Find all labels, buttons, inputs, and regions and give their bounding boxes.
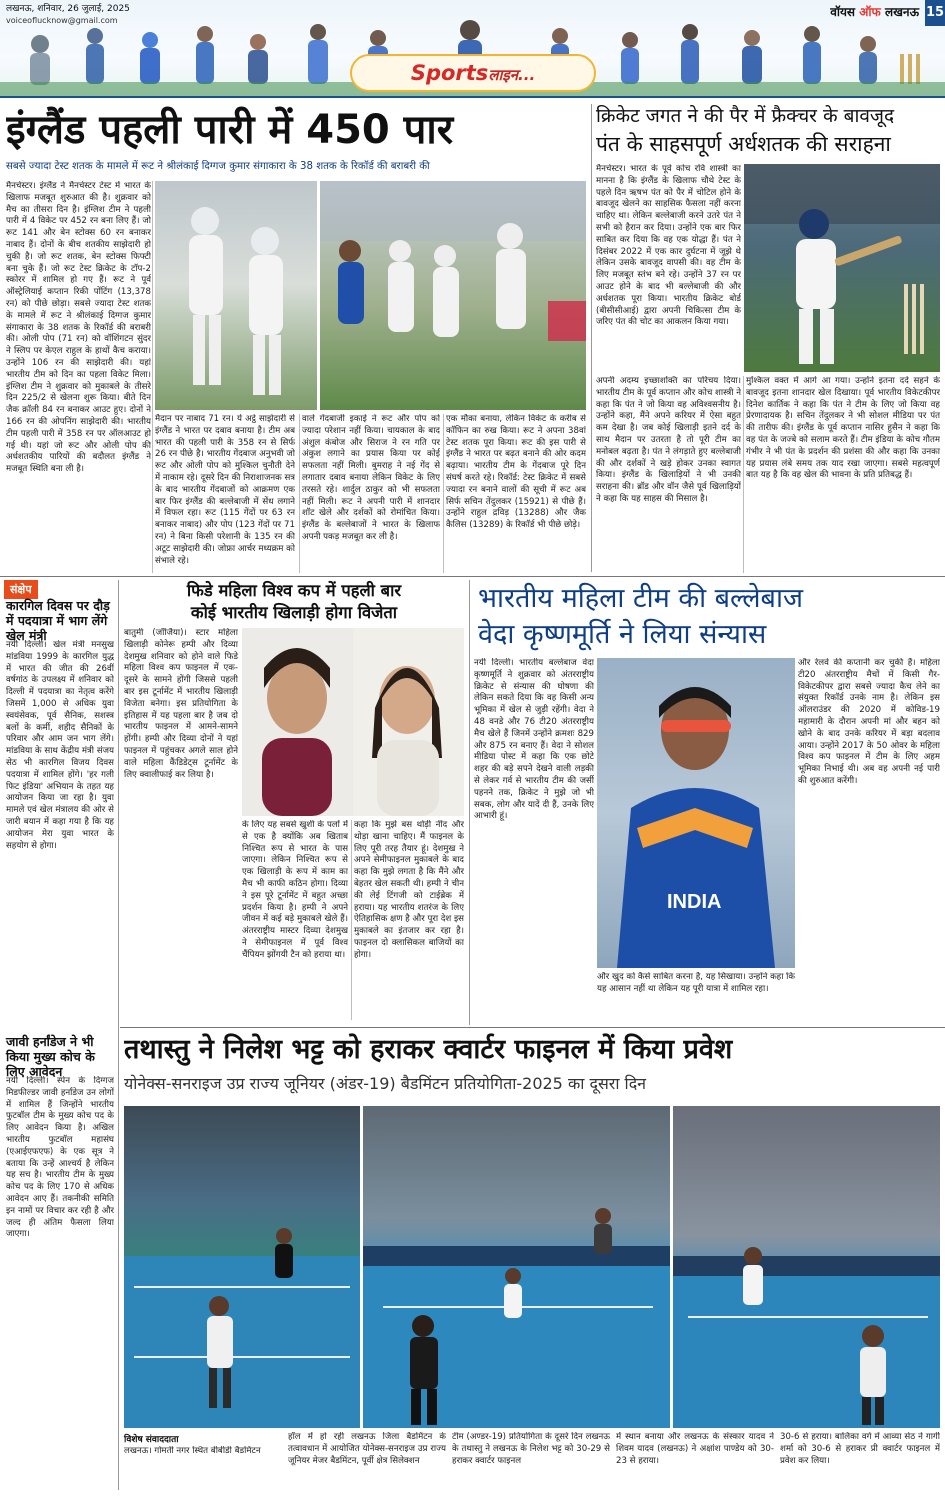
court-players-illustration (124, 1106, 360, 1428)
brief2-title: जावी हर्नांडेज ने भी किया मुख्य कोच के लिए आवेदन (6, 1034, 95, 1079)
story3-column-1: बातुमी (जॉर्जिया)। स्टार महिला खिलाड़ी कोनेरू हम्पी और दिव्या देशमुख शनिवार को होने वाले फिडे महिला विश्व कप फाइनल में एक-दूसरे के सामने होंगी जिससे पहली बार इस टूर्नामेंट में भारतीय खिलाड़ी विजेता बनेगा। इस प्रतियोगिता के इतिहास में यह पहला बार है जब दो भारतीय फाइनल में आमने-सामने होंगी। हम्पी और दिव्या दोनों ने यहां फाइनल में पहुंचकर अगले साल होने वाले महिला कैंडिडेट्स टूर्नामेंट के लिए क्वालीफाई कर लिया है। (124, 628, 238, 780)
story1-column-3: वाले गेंदबाजी इकाई ने रूट और पोप को ज्यादा परेशान नहीं किया। चायकाल के बाद अंशुल कंबोज और सिराज ने रन गति पर अंकुश लगाने का प्रयास किया पर कोई सफलता नहीं मिली। बुमराह ने नई गेंद से लगातार दबाव बनाया लेकिन विकेट के लिए तरसते रहे। शार्दुल ठाकुर को भी सफलता नहीं मिली। रूट ने अपनी पारी में शानदार शॉट खेले और दर्शकों को रोमांचित किया। इंग्लैंड के बल्लेबाजों ने भारत के खिलाफ अपनी पकड़ मजबूत कर ली है। (302, 414, 440, 542)
story3-headline-line1: फिडे महिला विश्व कप में पहली बार (186, 581, 402, 600)
date-line: लखनऊ, शनिवार, 26 जुलाई, 2025 (6, 4, 130, 14)
column-rule (299, 414, 300, 573)
batsmen-figures-illustration (155, 181, 317, 410)
badminton-photo-2 (363, 1106, 670, 1428)
story1-photo-batsmen (155, 181, 317, 410)
newspaper-brand: वॉयस ऑफ लखनऊ (830, 5, 919, 19)
column-rule (351, 820, 352, 1020)
story1-column-1: मैनचेस्टर। इंग्लैंड ने मैनचेस्टर टेस्ट में भारत के खिलाफ मजबूत शुरुआत की है। शुक्रवार को मैच का तीसरा दिन है। इंग्लिश टीम ने पहली पारी में 4 विकेट पर 452 रन बना लिए हैं। जो रूट 141 और बेन स्टोक्स 60 रन बनाकर नाबाद हैं। दोनों के बीच शतकीय साझेदारी हो चुकी है। जो रूट शतक, बेन स्टोक्स फिफ्टी बना चुके हैं। जो रूट टेस्ट क्रिकेट के टॉप-2 स्कोरर में शामिल हो गए हैं। रूट ने पूर्व ऑस्ट्रेलियाई कप्तान रिकी पोंटिंग (13,378 रन) को पीछे छोड़ा। सबसे ज्यादा टेस्ट शतक के मामले में रूट ने श्रीलंकाई दिग्गज कुमार संगाकारा के 38 शतक के रिकॉर्ड की बराबरी की। ओली पोप (71 रन) को वॉशिंगटन सुंदर ने स्लिप पर केएल राहुल के हाथों कैच कराया। उन्होंने 106 रन की साझेदारी की। यहां भारतीय टीम को दिन का पहला विकेट मिला। इंग्लिश टीम ने शुक्रवार को मुकाबले के तीसरे दिन 225/2 से खेलना शुरू किया। बीते दिन जैक क्रॉली 84 रन बनाकर आउट हुए। दोनों ने 166 रन की ओपनिंग साझेदारी की। भारतीय टीम पहली पारी में 358 रन पर ऑलआउट हो गई थी। यहां जो रूट और ओली पोप की अर्धशतकीय पारियों की बदौलत इंग्लैंड ने मजबूत स्थिति बना ली है। (6, 181, 151, 475)
story3-photo-players (242, 628, 464, 816)
story4-photo-veda (597, 658, 795, 968)
story5-subheadline: योनेक्स-सनराइज उप्र राज्य जूनियर (अंडर-19) बैडमिंटन प्रतियोगिता-2025 का दूसरा दिन (124, 1074, 647, 1093)
story2-headline-line2: पंत के साहसपूर्ण अर्धशतक की सराहना (596, 132, 891, 156)
column-rule (152, 181, 153, 573)
brief2-text: नयी दिल्ली। स्पेन के दिग्गज मिडफील्डर जावी हर्नांडेज उन लोगों में शामिल हैं जिन्होंने भारतीय फुटबॉल टीम के मुख्य कोच पद के लिए आवेदन किया है। अखिल भारतीय फुटबॉल महासंघ (एआईएफएफ) के एक सूत्र ने बताया कि उन्हें आश्चर्य है लेकिन यह सच है। भारतीय टीम के मुख्य कोच पद के लिए 170 से अधिक आवेदन आए हैं। तकनीकी समिति इन नामों पर विचार कर रही है और जल्द ही अंतिम फैसला लिया जाएगा। (6, 1076, 114, 1240)
section-divider (591, 104, 592, 572)
story3-column-3: कहा कि मुझे बस थोड़ी नींद और थोड़ा खाना चाहिए। मैं फाइनल के लिए पूरी तरह तैयार हूं। देशमुख ने अपने सेमीफाइनल मुकाबले के बाद कहा कि मुझे लगता है कि मैंने और बेहतर खेल सकती थी। हम्पी ने चीन की लेई टिंगजी को टाईब्रेक में हराया। यह भारतीय शतरंज के लिए ऐतिहासिक क्षण है और पूरा देश इस मुकाबले का इंतजार कर रहा है। फाइनल दो क्लासिकल बाजियों का होगा। (354, 820, 464, 960)
story2-photo-pant-batting (744, 164, 940, 372)
story5-headline: तथास्तु ने निलेश भट्ट को हराकर क्वार्टर फाइनल में किया प्रवेश (124, 1034, 733, 1065)
story1-column-4: एक मौका बनाया, लेकिन विकेट के करीब से कॉफिन का रुख किया। रूट ने अपना 38वां टेस्ट शतक पूरा किया। रूट की इस पारी से इंग्लैंड ने भारत पर बढ़त बनाने की ओर कदम बढ़ाया। भारतीय टीम के गेंदबाज पूरे दिन संघर्ष करते रहे। रिकॉर्ड: टेस्ट क्रिकेट में सबसे ज्यादा रन बनाने वालों की सूची में रूट अब सिर्फ सचिन तेंदुलकर (15921) से पीछे हैं। उन्होंने राहुल द्रविड़ (13288) और जैक कैलिस (13289) के रिकॉर्ड भी पीछे छोड़े। (446, 414, 586, 531)
story4-headline-line1: भारतीय महिला टीम की बल्लेबाज (478, 583, 803, 614)
story1-subheadline: सबसे ज्यादा टेस्ट शतक के मामले में रूट ने श्रीलंकाई दिग्गज कुमार संगाकारा के 38 शतक के रिकॉर्ड की बराबरी की (6, 161, 430, 172)
players-celebration-illustration (320, 181, 586, 410)
column-rule (443, 414, 444, 573)
story5-column-5: 30-6 से हराया। बालिका वर्ग में आव्या सेठ ने गार्गी शर्मा को 30-6 से हराकर प्री क्वार्टर फाइनल में प्रवेश कर लिया। (780, 1432, 940, 1466)
brief1-text: नयी दिल्ली। खेल मंत्री मनसुख मांडविया 1999 के कारगिल युद्ध में भारत की जीत की 26वीं वर्षगांठ के उपलक्ष्य में शनिवार को दिल्ली में पदयात्रा का नेतृत्व करेंगे जिसमें 1,000 से अधिक युवा स्वयंसेवक, पूर्व सैनिक, सशस्त्र बलों के कर्मी, शहीद सैनिकों के परिवार और आम जन भाग लेंगे। मांडविया के साथ केंद्रीय मंत्री संजय सेठ भी कारगिल विजय दिवस पदयात्रा में शामिल होंगे। 'हर गली फिट इंडिया' अभियान के तहत यह आयोजन किया जा रहा है। युवा मामले एवं खेल मंत्रालय की ओर से जारी बयान में कहा गया है कि यह आयोजन मेरा युवा भारत के सहयोग से होगा। (6, 640, 114, 851)
story2-column-2: अपनी अदम्य इच्छाशक्ति का परिचय दिया। भारतीय टीम के पूर्व कप्तान और कोच शास्त्री ने कहा कि पंत ने जो किया वह अविश्वसनीय है। उन्होंने कहा, मैंने अपने करियर में ऐसा बहुत कम देखा है। जब कोई खिलाड़ी इतने दर्द के साथ मैदान पर उतरता है तो पूरी टीम का मनोबल बढ़ता है। पंत ने लंगड़ाते हुए बल्लेबाजी की और दर्शकों ने खड़े होकर उनका स्वागत किया। इंग्लैंड के खिलाड़ियों ने भी उनकी सराहना की। ब्रॉड और वॉन जैसे पूर्व खिलाड़ियों ने कहा कि यह साहस की मिसाल है। (596, 376, 741, 504)
story3-column-2: के लिए यह सबसे खुशी के पलों में से एक है क्योंकि अब खिताब निश्चित रूप से भारत के पास जाएगा। लेकिन निश्चित रूप से एक खिलाड़ी के रूप में काम का मैच भी काफी कठिन होगा। दिव्या ने इस पूरे टूर्नामेंट में बहुत अच्छा प्रदर्शन किया है। हम्पी ने अपने जीवन में कई बड़े मुकाबले खेले हैं। अंतरराष्ट्रीय मास्टर दिव्या देशमुख ने सेमीफाइनल में पूर्व विश्व चैंपियन झोंगयी टैन को हराया था। (242, 820, 348, 960)
jersey-text: INDIA (667, 891, 722, 913)
page-number: 15 (925, 0, 945, 26)
story5-column-3: टीम (अण्डर-19) प्रतियोगिता के दूसरे दिन लखनऊ के तथास्तु ने लखनऊ के निलेश भट्ट को 30-29 से हराकर क्वार्टर फाइनल (452, 1432, 610, 1466)
story5-column-4: में स्थान बनाया और लखनऊ के संस्कार यादव ने शिवम यादव (लखनऊ) ने अक्षांश पाण्डेय को 30-23 से हराया। (616, 1432, 774, 1466)
badminton-photo-3 (673, 1106, 940, 1428)
badminton-photo-1 (124, 1106, 360, 1428)
masthead (0, 0, 945, 98)
column-rule (743, 376, 744, 573)
story1-column-2: मैदान पर नाबाद 71 रन। ये अट्ठे साझेदारी से इंग्लैंड ने भारत पर दबाव बनाया है। टीम अब भारत की पहली पारी के 358 रन से सिर्फ 26 रन पीछे है। भारतीय गेंदबाज अनुभवी जो रूट और ओली पोप को मुश्किल चुनौती देने में नाकाम रहे। दूसरे दिन की निराशाजनक सत्र के बाद भारतीय गेंदबाजों को आक्रमण एक बार फिर इंग्लैंड की बल्लेबाजी में सेंध लगाने में विफल रहा। रूट (115 गेंदों पर 63 रन बनाकर नाबाद) और पोप (123 गेंदों पर 71 रन) ने बिना किसी परेशानी के 135 रन की अटूट साझेदारी की। जोफ्रा आर्चर मध्यक्रम को संभाले रहे। (155, 414, 295, 566)
section-divider (469, 580, 470, 1025)
cricketer-illustration (597, 658, 795, 968)
horizontal-rule (120, 1027, 945, 1028)
story5-byline: विशेष संवाददाता (124, 1435, 179, 1445)
court-players-illustration (363, 1106, 670, 1428)
brief1-title: कारगिल दिवस पर दौड़ में पदयात्रा में भाग लेंगे खेल मंत्री (6, 598, 110, 643)
story3-headline-line2: कोई भारतीय खिलाड़ी होगा विजेता (190, 603, 398, 622)
story1-photo-celebration (320, 181, 586, 410)
story4-column-1: नयी दिल्ली। भारतीय बल्लेबाज वेदा कृष्णमूर्ति ने शुक्रवार को अंतरराष्ट्रीय क्रिकेट से संन्यास की घोषणा की लेकिन सकते दिया कि वह किसी अन्य भूमिका में खेल से जुड़ी रहेंगी। वेदा ने 48 वनडे और 76 टी20 अंतरराष्ट्रीय मैच खेले हैं जिनमें उन्होंने क्रमशः 829 और 875 रन बनाए हैं। वेदा ने सोशल मीडिया पोस्ट में कहा कि एक छोटे शहर की बड़े सपने देखने वाली लड़की से लेकर गर्व से भारतीय टीम की जर्सी पहनने तक, क्रिकेट ने मुझे जो भी सबक, लोग और यादें दी हैं, उनके लिए आभारी हूं। (474, 658, 594, 822)
story4-footer: और खुद को कैसे साबित करना है, यह सिखाया। उन्होंने कहा कि यह आसान नहीं था लेकिन यह पूरी यात्रा में शामिल रहा। (597, 972, 795, 994)
story2-headline-line1: क्रिकेट जगत ने की पैर में फ्रैक्चर के बावजूद (596, 105, 895, 127)
court-players-illustration (673, 1106, 940, 1428)
sidebar-divider (118, 580, 119, 1490)
story2-column-3: मुश्किल वक्त में आगे आ गया। उन्होंने इतना दर्द सहने के बावजूद इतना शानदार खेल दिखाया। पूर्व भारतीय विकेटकीपर दिनेश कार्तिक ने कहा कि पंत ने टीम के लिए जो किया वह प्रेरणादायक है। सचिन तेंदुलकर ने भी सोशल मीडिया पर पंत की तारीफ की। इंग्लैंड के पूर्व कप्तान नासिर हुसैन ने कहा कि वह पंत के जज्बे को सलाम करते हैं। टीम इंडिया के कोच गौतम गंभीर ने भी पंत के प्रदर्शन की प्रशंसा की और कहा कि उनका यह प्रयास लंबे समय तक याद रखा जाएगा। सबसे महत्वपूर्ण बात यह है कि वह खेल की भावना के प्रति प्रतिबद्ध हैं। (746, 376, 940, 481)
story3-column-1b (124, 820, 238, 1020)
sidebar-label: संक्षेप (4, 580, 38, 599)
story4-headline-line2: वेदा कृष्णमूर्ति ने लिया संन्यास (478, 619, 767, 650)
site-email: voiceoflucknow@gmail.com (6, 16, 118, 25)
story2-column-1: मैनचेस्टर। भारत के पूर्व कोच रवि शास्त्री का मानना है कि इंग्लैंड के खिलाफ चौथे टेस्ट के पहले दिन ऋषभ पंत को पैर में चोटिल होने के बावजूद खेलने का साहसिक फैसला नहीं करना चाहिए था। लेकिन बल्लेबाजी करने उतरे पंत ने सभी को हैरान कर दिया। उन्होंने एक बार फिर साबित कर दिया कि वह एक योद्धा हैं। पंत ने दिसंबर 2022 में एक कार दुर्घटना में जूझे थे लेकिन उसके बावजूद वापसी की। वह टीम के लिए मजबूत स्तंभ बने रहे। उन्होंने 37 रन पर आउट होने के बाद भी बल्लेबाजी की और अर्धशतक पूरा किया। भारतीय क्रिकेट बोर्ड (बीसीसीआई) द्वारा अपनी चिकित्सा टीम के जरिए पंत की चोट का आकलन किया गया। (596, 164, 741, 328)
story5-dateline: लखनऊ। गोमती नगर स्थित बीबीडी बैडमिंटन (124, 1446, 261, 1456)
sportsline-logo: Sportsलाइन... (350, 54, 596, 92)
batsman-illustration (744, 164, 940, 372)
horizontal-rule (0, 576, 945, 577)
story5-column-2: हॉल में हो रही लखनऊ जिला बैडमिंटन के तत्वावधान में आयोजित योनेक्स-सनराइज उप्र राज्य जूनियर मेजर बैडमिंटन, पूर्वी क्षेत्र सिलेक्शन (288, 1432, 446, 1466)
story4-column-2: और रेलवे की कप्तानी कर चुकी हैं। महिला टी20 अंतरराष्ट्रीय मैचों में किसी गैर-विकेटकीपर द्वारा सबसे ज्यादा कैच लेने का संयुक्त रिकॉर्ड उनके नाम है। लेकिन इस ऑलराउंडर की 2020 में कोविड-19 महामारी के दौरान अपनी मां और बहन को खोने के बाद उनके करियर में बड़ा बदलाव आया। उन्होंने 2017 के 50 ओवर के महिला विश्व कप फाइनल में टीम के लिए अहम भूमिका निभाई थी। अब वह अपनी नई पारी की शुरुआत करेंगी। (798, 658, 940, 786)
story1-headline: इंग्लैंड पहली पारी में 450 पार (6, 107, 454, 153)
two-players-illustration (242, 628, 464, 816)
